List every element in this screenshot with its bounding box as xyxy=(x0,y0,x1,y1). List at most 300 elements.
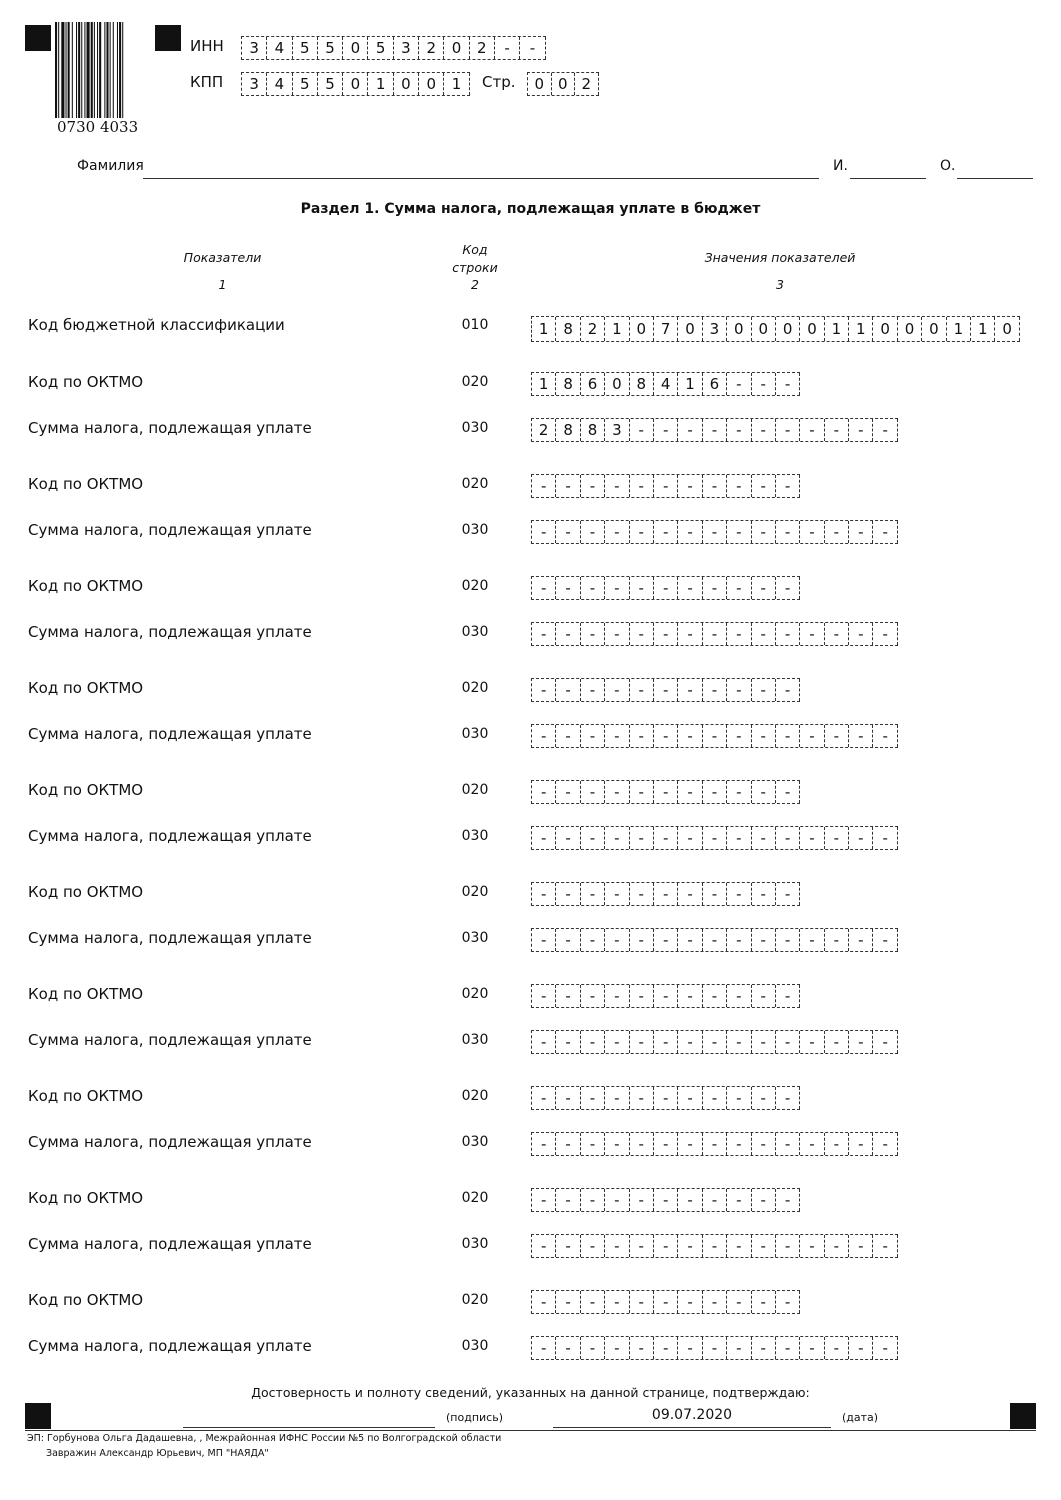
oktmo-cell: - xyxy=(581,475,605,497)
oktmo-cell: - xyxy=(556,1087,580,1109)
inn-field[interactable] xyxy=(241,36,546,60)
footer-divider xyxy=(25,1430,1036,1431)
initial-o-field[interactable] xyxy=(957,178,1033,179)
oktmo-label: Код по ОКТМО xyxy=(28,373,144,391)
tax-amount-cell: - xyxy=(556,1031,580,1053)
tax-amount-cell: - xyxy=(654,419,678,441)
inn-cell: - xyxy=(520,37,545,59)
tax-amount-cell: - xyxy=(825,1337,849,1359)
tax-amount-cell: - xyxy=(873,725,897,747)
inn-cell: 3 xyxy=(242,37,267,59)
column-header-code-line2: строки xyxy=(452,260,498,275)
oktmo-field[interactable] xyxy=(531,1290,800,1314)
oktmo-field[interactable] xyxy=(531,576,800,600)
inn-cell: 5 xyxy=(318,37,343,59)
tax-amount-cell: - xyxy=(849,1133,873,1155)
tax-amount-cell: - xyxy=(630,1337,654,1359)
oktmo-cell: - xyxy=(678,679,702,701)
line-code: 020 xyxy=(461,986,489,1002)
oktmo-field[interactable] xyxy=(531,882,800,906)
oktmo-cell: - xyxy=(532,577,556,599)
oktmo-cell: - xyxy=(654,781,678,803)
tax-amount-cell: - xyxy=(727,827,751,849)
oktmo-label: Код по ОКТМО xyxy=(28,781,144,799)
barcode-icon xyxy=(55,22,147,122)
kpp-field[interactable] xyxy=(241,72,470,96)
oktmo-cell: - xyxy=(532,679,556,701)
tax-amount-cell: - xyxy=(532,929,556,951)
column-header-code: Код xyxy=(462,242,488,257)
oktmo-cell: - xyxy=(532,985,556,1007)
oktmo-cell: - xyxy=(752,475,776,497)
tax-amount-cell: - xyxy=(825,1031,849,1053)
date-field-line xyxy=(553,1427,831,1428)
tax-amount-cell: - xyxy=(581,1235,605,1257)
oktmo-cell: - xyxy=(556,475,580,497)
tax-amount-label: Сумма налога, подлежащая уплате xyxy=(28,419,312,437)
kbk-cell: 8 xyxy=(556,317,580,341)
tax-amount-cell: - xyxy=(605,725,629,747)
tax-amount-cell: - xyxy=(630,929,654,951)
oktmo-cell: - xyxy=(752,679,776,701)
tax-amount-cell: - xyxy=(752,725,776,747)
oktmo-label: Код по ОКТМО xyxy=(28,1087,144,1105)
line-code: 020 xyxy=(461,476,489,492)
kpp-cell: 3 xyxy=(242,73,267,95)
tax-amount-cell: - xyxy=(532,1235,556,1257)
tax-amount-cell: - xyxy=(776,1031,800,1053)
kpp-cell: 4 xyxy=(267,73,292,95)
page-number-field[interactable] xyxy=(527,72,599,96)
tax-amount-cell: - xyxy=(703,419,727,441)
ep-line-1: ЭП: Горбунова Ольга Дадашевна, , Межрайонная ИФНС России №5 по Волгоградской области xyxy=(27,1433,502,1444)
tax-amount-cell: - xyxy=(532,623,556,645)
kpp-label: КПП xyxy=(190,73,224,91)
surname-label: Фамилия xyxy=(77,158,144,174)
tax-amount-cell: - xyxy=(800,827,824,849)
tax-amount-cell: - xyxy=(532,521,556,543)
tax-amount-cell: - xyxy=(532,1133,556,1155)
kbk-cell: 1 xyxy=(605,317,629,341)
oktmo-cell: 1 xyxy=(678,373,702,395)
line-code: 020 xyxy=(461,782,489,798)
oktmo-cell: - xyxy=(727,679,751,701)
tax-amount-cell: - xyxy=(581,827,605,849)
signature-field[interactable] xyxy=(183,1427,435,1428)
oktmo-cell: - xyxy=(581,577,605,599)
tax-amount-field[interactable] xyxy=(531,1234,898,1258)
tax-amount-cell: - xyxy=(556,1235,580,1257)
tax-amount-cell: - xyxy=(800,419,824,441)
oktmo-cell: - xyxy=(752,781,776,803)
oktmo-cell: - xyxy=(605,985,629,1007)
kbk-cell: 0 xyxy=(898,317,922,341)
tax-amount-cell: - xyxy=(678,929,702,951)
kpp-cell: 0 xyxy=(419,73,444,95)
column-header-code-num: 2 xyxy=(471,277,479,292)
tax-amount-cell: - xyxy=(800,1133,824,1155)
line-code: 020 xyxy=(461,1292,489,1308)
tax-amount-cell: - xyxy=(776,725,800,747)
tax-amount-cell: - xyxy=(849,929,873,951)
oktmo-cell: - xyxy=(630,679,654,701)
column-header-indicators-num: 1 xyxy=(218,277,227,292)
oktmo-cell: - xyxy=(703,577,727,599)
tax-amount-cell: - xyxy=(752,929,776,951)
tax-amount-cell: - xyxy=(825,1133,849,1155)
tax-amount-cell: - xyxy=(727,419,751,441)
oktmo-cell: - xyxy=(581,679,605,701)
tax-amount-cell: - xyxy=(532,827,556,849)
oktmo-cell: - xyxy=(727,373,751,395)
tax-amount-cell: - xyxy=(776,1133,800,1155)
tax-amount-label: Сумма налога, подлежащая уплате xyxy=(28,623,312,641)
tax-amount-field[interactable] xyxy=(531,1132,898,1156)
oktmo-cell: - xyxy=(776,1087,800,1109)
tax-amount-cell: - xyxy=(605,827,629,849)
tax-amount-cell: - xyxy=(800,1235,824,1257)
ep-line-2: Завражин Александр Юрьевич, МП "НАЯДА" xyxy=(46,1448,269,1459)
line-code: 030 xyxy=(461,930,489,946)
tax-amount-cell: - xyxy=(581,725,605,747)
tax-amount-cell: - xyxy=(825,521,849,543)
line-code: 030 xyxy=(461,1338,489,1354)
kbk-cell: 0 xyxy=(995,317,1019,341)
oktmo-cell: - xyxy=(532,1087,556,1109)
kpp-cell: 5 xyxy=(318,73,343,95)
tax-amount-cell: - xyxy=(849,725,873,747)
oktmo-cell: - xyxy=(605,883,629,905)
tax-amount-cell: - xyxy=(800,1337,824,1359)
tax-amount-cell: - xyxy=(727,725,751,747)
tax-amount-cell: - xyxy=(703,1133,727,1155)
inn-cell: 3 xyxy=(394,37,419,59)
oktmo-cell: - xyxy=(678,1291,702,1313)
tax-amount-cell: - xyxy=(703,1031,727,1053)
tax-amount-cell: - xyxy=(605,929,629,951)
tax-amount-cell: - xyxy=(654,1337,678,1359)
oktmo-cell: - xyxy=(776,781,800,803)
kbk-cell: 0 xyxy=(630,317,654,341)
oktmo-cell: - xyxy=(752,1189,776,1211)
barcode-number: 0730 4033 xyxy=(57,118,139,136)
oktmo-cell: - xyxy=(532,475,556,497)
oktmo-cell: - xyxy=(556,1291,580,1313)
tax-amount-cell: - xyxy=(776,623,800,645)
tax-amount-cell: - xyxy=(703,725,727,747)
tax-amount-cell: - xyxy=(752,1133,776,1155)
tax-amount-cell: - xyxy=(873,1031,897,1053)
tax-amount-cell: - xyxy=(630,1235,654,1257)
tax-amount-cell: - xyxy=(873,929,897,951)
kbk-cell: 7 xyxy=(654,317,678,341)
tax-amount-cell: - xyxy=(654,725,678,747)
tax-amount-field[interactable] xyxy=(531,928,898,952)
oktmo-cell: - xyxy=(678,475,702,497)
tax-amount-cell: - xyxy=(703,623,727,645)
corner-marker-bottom-right xyxy=(1010,1403,1036,1429)
oktmo-field[interactable] xyxy=(531,1188,800,1212)
tax-amount-cell: - xyxy=(776,521,800,543)
initial-i-label: И. xyxy=(833,158,848,174)
oktmo-cell: - xyxy=(654,475,678,497)
tax-amount-cell: - xyxy=(581,1337,605,1359)
line-code: 020 xyxy=(461,884,489,900)
corner-marker-top-right xyxy=(155,25,181,51)
oktmo-cell: - xyxy=(703,1189,727,1211)
page-label: Стр. xyxy=(482,73,516,91)
oktmo-cell: - xyxy=(776,373,800,395)
tax-amount-cell: - xyxy=(581,1133,605,1155)
oktmo-cell: - xyxy=(532,1291,556,1313)
line-code: 030 xyxy=(461,1236,489,1252)
inn-cell: 4 xyxy=(267,37,292,59)
tax-amount-cell: - xyxy=(849,827,873,849)
tax-amount-field[interactable] xyxy=(531,724,898,748)
line-code: 020 xyxy=(461,680,489,696)
tax-amount-field[interactable] xyxy=(531,520,898,544)
oktmo-cell: - xyxy=(605,1087,629,1109)
oktmo-cell: - xyxy=(703,1291,727,1313)
tax-amount-field[interactable] xyxy=(531,1030,898,1054)
oktmo-field[interactable] xyxy=(531,474,800,498)
oktmo-cell: - xyxy=(605,781,629,803)
oktmo-cell: - xyxy=(703,475,727,497)
tax-amount-cell: - xyxy=(630,1031,654,1053)
oktmo-cell: - xyxy=(703,679,727,701)
oktmo-cell: - xyxy=(727,1291,751,1313)
line-code: 030 xyxy=(461,1032,489,1048)
date-label: (дата) xyxy=(842,1411,879,1424)
oktmo-cell: - xyxy=(605,1189,629,1211)
oktmo-field[interactable] xyxy=(531,678,800,702)
oktmo-cell: - xyxy=(532,883,556,905)
tax-amount-cell: - xyxy=(873,1235,897,1257)
inn-cell: 2 xyxy=(419,37,444,59)
tax-amount-cell: - xyxy=(727,1235,751,1257)
tax-amount-cell: - xyxy=(630,725,654,747)
oktmo-cell: - xyxy=(556,883,580,905)
tax-amount-cell: - xyxy=(630,827,654,849)
kpp-cell: 1 xyxy=(368,73,393,95)
oktmo-cell: - xyxy=(532,1189,556,1211)
tax-amount-field[interactable] xyxy=(531,1336,898,1360)
kbk-cell: 0 xyxy=(800,317,824,341)
tax-amount-cell: - xyxy=(873,521,897,543)
kpp-cell: 5 xyxy=(293,73,318,95)
oktmo-cell: - xyxy=(654,1189,678,1211)
tax-amount-cell: - xyxy=(727,929,751,951)
kbk-field[interactable] xyxy=(531,316,1020,342)
tax-amount-cell: - xyxy=(556,521,580,543)
tax-amount-cell: 2 xyxy=(532,419,556,441)
oktmo-label: Код по ОКТМО xyxy=(28,1189,144,1207)
inn-cell: - xyxy=(495,37,520,59)
oktmo-cell: - xyxy=(605,577,629,599)
tax-amount-cell: - xyxy=(581,521,605,543)
tax-amount-cell: - xyxy=(678,1235,702,1257)
tax-amount-label: Сумма налога, подлежащая уплате xyxy=(28,1133,312,1151)
line-code: 020 xyxy=(461,1088,489,1104)
oktmo-cell: 0 xyxy=(605,373,629,395)
tax-amount-label: Сумма налога, подлежащая уплате xyxy=(28,1031,312,1049)
oktmo-cell: - xyxy=(581,1291,605,1313)
tax-amount-cell: - xyxy=(703,1337,727,1359)
tax-amount-cell: - xyxy=(630,419,654,441)
line-code: 020 xyxy=(461,578,489,594)
kbk-cell: 2 xyxy=(581,317,605,341)
oktmo-cell: - xyxy=(630,1087,654,1109)
oktmo-cell: - xyxy=(776,1291,800,1313)
oktmo-cell: - xyxy=(752,1291,776,1313)
surname-field[interactable] xyxy=(143,178,819,179)
tax-amount-cell: - xyxy=(727,1031,751,1053)
oktmo-cell: - xyxy=(630,883,654,905)
column-header-indicators: Показатели xyxy=(183,250,262,265)
inn-cell: 5 xyxy=(293,37,318,59)
tax-amount-cell: 8 xyxy=(556,419,580,441)
tax-amount-cell: - xyxy=(752,1031,776,1053)
oktmo-cell: - xyxy=(556,985,580,1007)
tax-amount-cell: - xyxy=(727,1133,751,1155)
oktmo-cell: - xyxy=(630,1189,654,1211)
inn-cell: 0 xyxy=(343,37,368,59)
tax-amount-cell: - xyxy=(849,1235,873,1257)
tax-amount-cell: - xyxy=(581,1031,605,1053)
tax-amount-field[interactable] xyxy=(531,826,898,850)
tax-amount-cell: - xyxy=(630,1133,654,1155)
page-cell: 2 xyxy=(575,73,599,95)
section-title: Раздел 1. Сумма налога, подлежащая уплате в бюджет xyxy=(300,201,761,217)
tax-amount-cell: - xyxy=(752,1235,776,1257)
oktmo-cell: - xyxy=(581,985,605,1007)
oktmo-cell: - xyxy=(727,781,751,803)
tax-amount-cell: - xyxy=(752,521,776,543)
tax-amount-cell: - xyxy=(556,725,580,747)
tax-amount-cell: - xyxy=(654,623,678,645)
tax-amount-cell: - xyxy=(752,623,776,645)
tax-amount-cell: - xyxy=(825,827,849,849)
tax-amount-cell: - xyxy=(849,521,873,543)
tax-amount-cell: - xyxy=(654,827,678,849)
tax-amount-cell: - xyxy=(873,827,897,849)
oktmo-cell: - xyxy=(654,985,678,1007)
oktmo-cell: - xyxy=(752,1087,776,1109)
oktmo-cell: - xyxy=(581,883,605,905)
oktmo-cell: - xyxy=(703,985,727,1007)
kbk-label: Код бюджетной классификации xyxy=(28,316,285,334)
oktmo-cell: - xyxy=(776,577,800,599)
date-value[interactable]: 09.07.2020 xyxy=(651,1407,733,1423)
tax-amount-cell: - xyxy=(800,929,824,951)
tax-amount-cell: - xyxy=(556,827,580,849)
tax-amount-cell: - xyxy=(605,1133,629,1155)
tax-amount-cell: - xyxy=(727,521,751,543)
kpp-cell: 0 xyxy=(394,73,419,95)
tax-amount-cell: - xyxy=(532,1337,556,1359)
tax-amount-cell: - xyxy=(849,623,873,645)
oktmo-cell: - xyxy=(727,883,751,905)
tax-amount-field[interactable] xyxy=(531,418,898,442)
initial-o-label: О. xyxy=(940,158,956,174)
tax-amount-cell: - xyxy=(605,623,629,645)
kbk-cell: 0 xyxy=(727,317,751,341)
tax-amount-cell: - xyxy=(776,1235,800,1257)
oktmo-cell: 4 xyxy=(654,373,678,395)
tax-amount-cell: - xyxy=(825,929,849,951)
oktmo-field[interactable] xyxy=(531,1086,800,1110)
tax-amount-cell: 3 xyxy=(605,419,629,441)
tax-amount-cell: - xyxy=(678,1031,702,1053)
oktmo-field[interactable] xyxy=(531,372,800,396)
oktmo-field[interactable] xyxy=(531,780,800,804)
inn-cell: 0 xyxy=(444,37,469,59)
line-code: 030 xyxy=(461,1134,489,1150)
oktmo-label: Код по ОКТМО xyxy=(28,679,144,697)
oktmo-cell: - xyxy=(678,883,702,905)
page-cell: 0 xyxy=(552,73,576,95)
kbk-cell: 0 xyxy=(776,317,800,341)
tax-amount-cell: - xyxy=(654,1031,678,1053)
tax-amount-cell: - xyxy=(605,1031,629,1053)
tax-amount-cell: - xyxy=(654,929,678,951)
oktmo-cell: - xyxy=(654,883,678,905)
oktmo-cell: - xyxy=(678,1189,702,1211)
oktmo-cell: - xyxy=(630,475,654,497)
oktmo-cell: - xyxy=(581,781,605,803)
tax-amount-cell: - xyxy=(727,1337,751,1359)
signature-label: (подпись) xyxy=(446,1411,503,1424)
oktmo-cell: - xyxy=(630,577,654,599)
oktmo-field[interactable] xyxy=(531,984,800,1008)
initial-i-field[interactable] xyxy=(850,178,926,179)
kbk-cell: 0 xyxy=(752,317,776,341)
inn-cell: 2 xyxy=(470,37,495,59)
tax-amount-label: Сумма налога, подлежащая уплате xyxy=(28,929,312,947)
oktmo-cell: - xyxy=(727,1087,751,1109)
tax-amount-cell: - xyxy=(800,1031,824,1053)
oktmo-cell: - xyxy=(703,781,727,803)
tax-amount-cell: - xyxy=(678,1133,702,1155)
line-code: 020 xyxy=(461,1190,489,1206)
tax-amount-cell: - xyxy=(727,623,751,645)
oktmo-cell: - xyxy=(776,883,800,905)
oktmo-cell: 6 xyxy=(703,373,727,395)
tax-amount-cell: - xyxy=(678,1337,702,1359)
tax-amount-cell: - xyxy=(703,521,727,543)
tax-amount-cell: - xyxy=(605,521,629,543)
tax-amount-cell: - xyxy=(752,419,776,441)
tax-amount-cell: - xyxy=(654,1235,678,1257)
tax-amount-cell: - xyxy=(825,623,849,645)
line-code: 030 xyxy=(461,522,489,538)
tax-amount-cell: - xyxy=(556,1337,580,1359)
oktmo-cell: - xyxy=(581,1087,605,1109)
tax-amount-cell: - xyxy=(678,419,702,441)
oktmo-cell: - xyxy=(654,1291,678,1313)
oktmo-cell: 8 xyxy=(630,373,654,395)
kbk-line-code: 010 xyxy=(461,317,489,333)
tax-amount-cell: - xyxy=(873,623,897,645)
tax-amount-cell: - xyxy=(556,623,580,645)
oktmo-cell: - xyxy=(556,781,580,803)
tax-amount-field[interactable] xyxy=(531,622,898,646)
kbk-cell: 0 xyxy=(922,317,946,341)
tax-amount-cell: - xyxy=(800,725,824,747)
tax-amount-cell: - xyxy=(532,725,556,747)
oktmo-cell: - xyxy=(605,475,629,497)
column-header-values: Значения показателей xyxy=(704,250,856,265)
